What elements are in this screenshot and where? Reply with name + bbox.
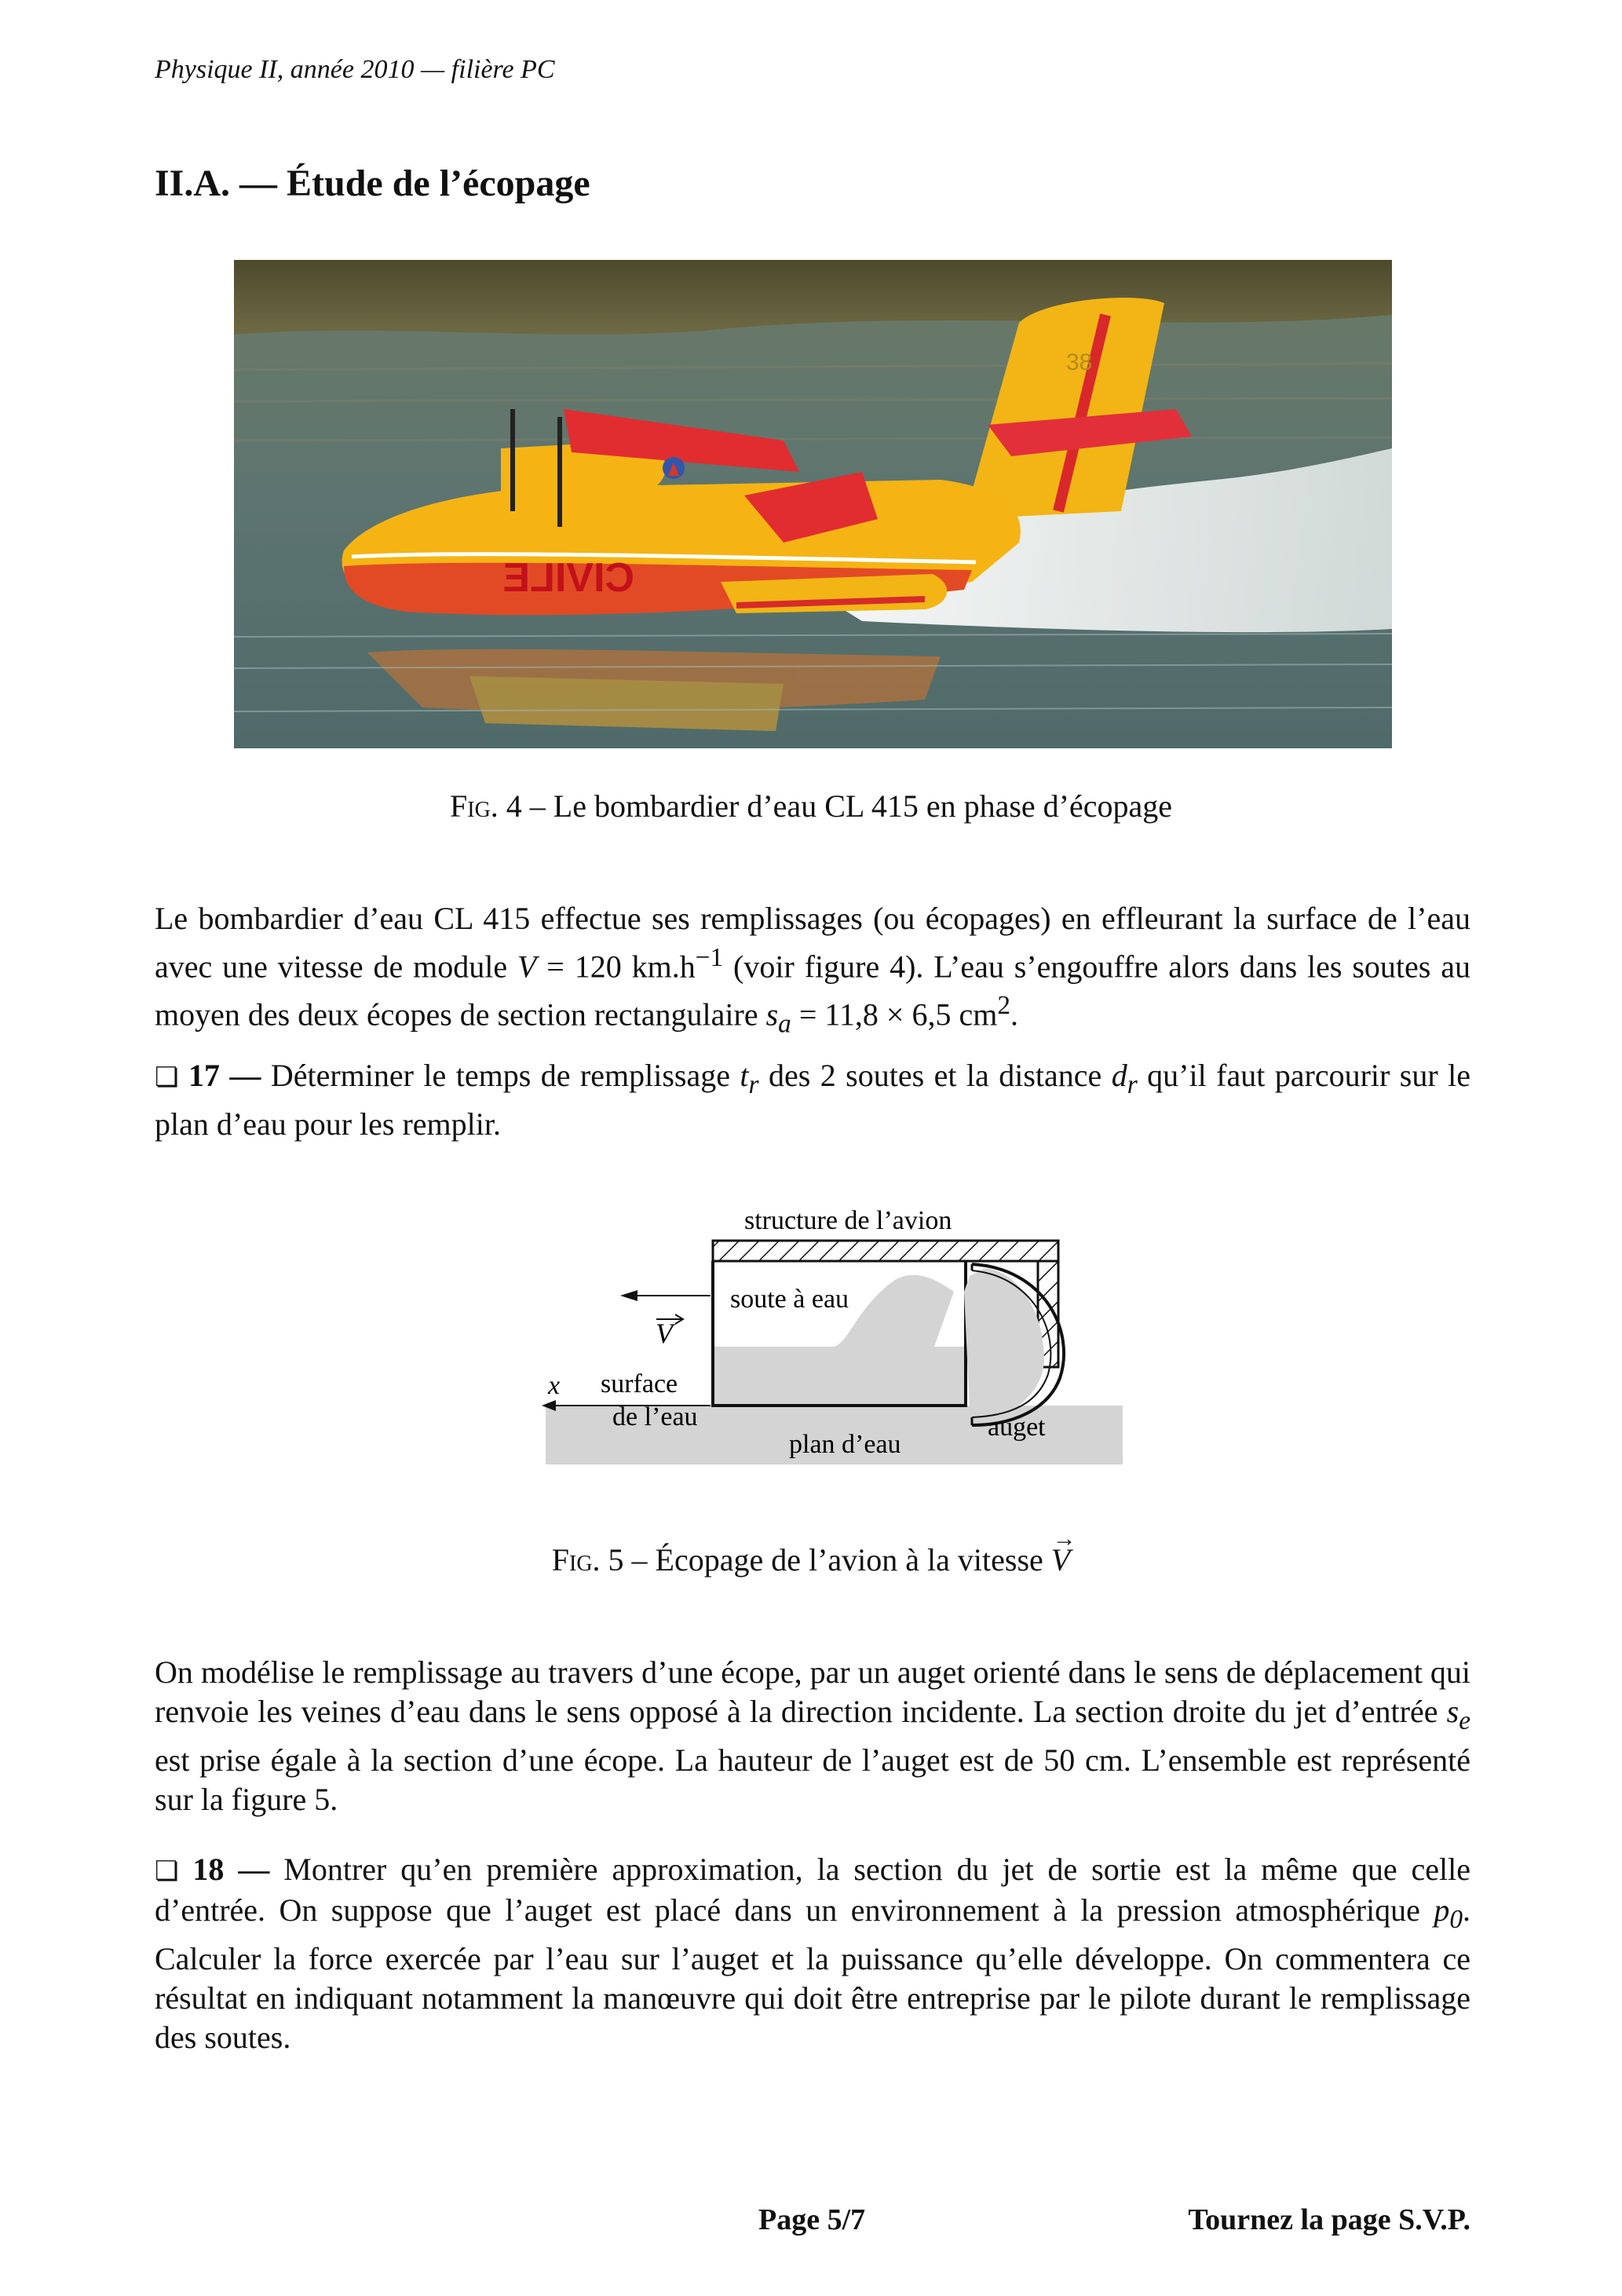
math-subscript: 0 [1449,1905,1463,1934]
label-surface-2: de l’eau [612,1402,698,1431]
label-structure: structure de l’avion [744,1206,952,1235]
text-run: des 2 soutes et la distance [758,1058,1112,1093]
text-run: = 11,8 × 6,5 cm [791,996,998,1033]
checkbox-glyph: ❏ [155,1855,179,1887]
math-t: t [740,1058,749,1093]
paragraph-2 [155,1653,1470,1819]
math-exponent: 2 [997,991,1010,1021]
aircraft-structure [713,1241,1058,1261]
text-run: On modélise le remplissage au travers d’une écope, par un auget orienté dans le sens de déplacement qui renvoie les veines d’eau dans le sens opposé à la direction incidente. La section droite du jet d’entrée [155,1654,1470,1729]
text-run: Déterminer le temps de remplissage [261,1058,740,1093]
label-auget: auget [988,1413,1046,1442]
caption-vector-V: → V [1050,1526,1076,1578]
text-run: = 120 km.h [536,949,696,985]
ecopage-diagram [542,1197,1123,1464]
figure5-caption-prefix: Fig. [551,1542,601,1578]
figure4-photo [234,260,1392,748]
math-p: p [1434,1892,1450,1928]
figure4-caption-text: 4 – Le bombardier d’eau CL 415 en phase d’écopage [498,788,1172,824]
question-18 [155,1850,1470,2057]
text-run: est prise égale à la section d’une écope. La hauteur de l’auget est de 50 cm. L’ensemble est représenté sur la figure 5. [155,1742,1470,1817]
page-header: Physique II, année 2010 — filière PC [155,55,555,84]
figure4-caption-prefix: Fig. [450,788,499,824]
page-number: Page 5/7 [758,2203,866,2236]
label-surface: surface [601,1369,678,1398]
turn-page-note: Tournez la page S.V.P. [1188,2203,1470,2236]
label-soute: soute à eau [730,1285,849,1314]
math-subscript: e [1459,1706,1470,1735]
text-run: (voir figure 4). L’eau s’engouffre alors dans les soutes au moyen des deux écopes de section rectangulaire [155,949,1470,1033]
tail-marking: 38 [1066,349,1093,375]
text-run: . [1010,996,1018,1033]
math-s: s [765,996,779,1033]
math-V: V [517,949,537,985]
figure5-caption [0,1526,1622,1578]
text-run: qu’il faut parcourir sur le plan d’eau pour les remplir. [155,1058,1471,1142]
figure5-diagram [542,1197,1123,1464]
label-velocity: V [656,1318,673,1349]
fuselage-marking: CIVILE [502,555,634,601]
text-run: Montrer qu’en première approximation, la section du jet de sortie est la même que celle d’entrée. On suppose que l’auget est placé dans un environnement à la pression atmosphérique [155,1852,1470,1928]
checkbox-glyph: ❏ [155,1062,179,1093]
question-number: 17 — [188,1058,261,1093]
math-V: V [1050,1542,1071,1578]
math-d: d [1111,1058,1127,1093]
figure5-caption-text: 5 – Écopage de l’avion à la vitesse [600,1542,1051,1578]
label-plan: plan d’eau [789,1430,901,1459]
question-number: 18 — [192,1852,270,1887]
math-s: s [1446,1694,1459,1729]
text-run: . Calculer la force exercée par l’eau sur l’auget et la puissance qu’elle développe. On commentera ce résultat en indiquant notamment la manœuvre qui doit être entreprise par le pilote durant le remplissage des soutes. [155,1892,1470,2055]
bombardier-photo [234,260,1392,748]
math-subscript: a [778,1009,791,1039]
section-title: II.A. — Étude de l’écopage [155,163,590,204]
text-run: Le bombardier d’eau CL 415 effectue ses remplissages (ou écopages) en effleurant la surface de l’eau avec une vitesse de module [155,901,1470,985]
math-exponent: −1 [695,943,724,972]
label-x: x [548,1371,561,1400]
figure4-caption [0,788,1622,824]
math-subscript: r [1127,1070,1138,1099]
math-subscript: r [748,1070,759,1099]
paragraph-1 [155,899,1470,1044]
question-17 [155,1056,1470,1144]
